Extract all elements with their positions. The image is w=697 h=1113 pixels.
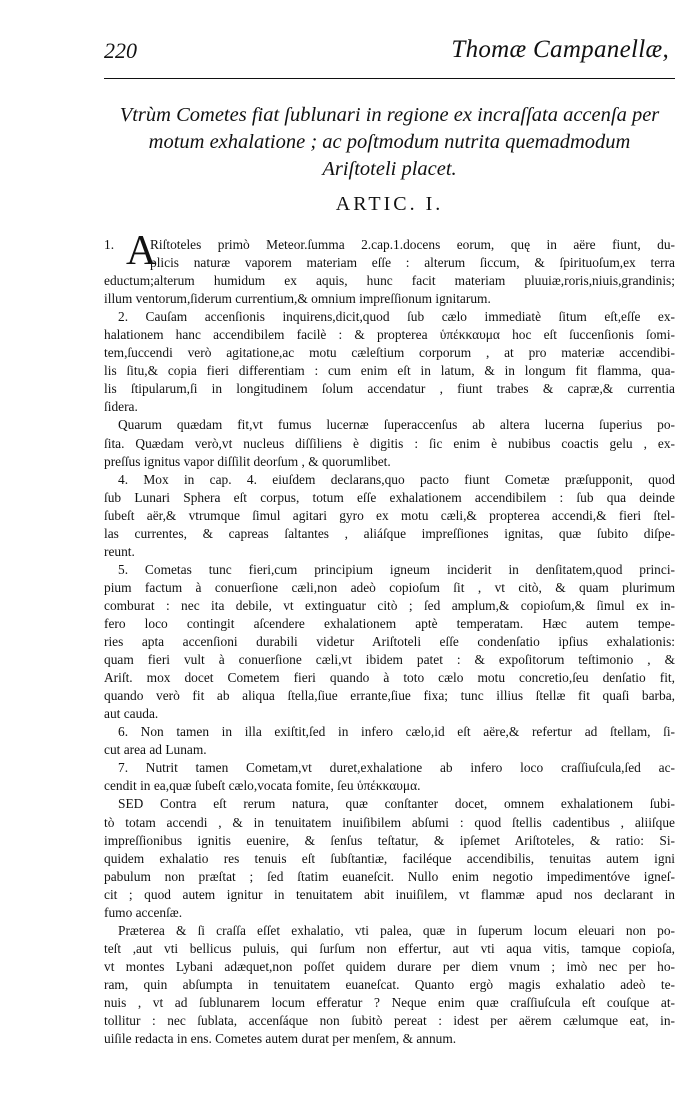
text-line: las currentes, & capreas ſaltantes , aliáſque impreſſiones ignitas, quæ ſubito diſpe- <box>104 525 675 541</box>
text-line: ries apta accenſioni durabili videtur Ariſtoteli eſſe condenſatio ipſius exhalationis: <box>104 634 675 650</box>
text-line: impreſſionibus ignitis euenire, & ſenſus teſtatur, & ipſemet Ariſtoteles, & ratio: Si- <box>104 832 675 848</box>
text-line: fero loco contingit aſcendere exhalationem aptè temperatam. Hæc autem tempe- <box>104 615 675 631</box>
text-line: nuis , vt ad ſublunarem locum efferatur ? Neque enim quæ craſſiuſcula eſt couſque at- <box>104 994 675 1010</box>
text-line: pabulum non præſtat ; ſed ſtatim euaneſcit. Nullo enim negotio impedimentóve igneſ- <box>104 868 675 884</box>
text-line: tollitur : nec ſublata, accenſáque non ſubitò pereat : idest per aërem cælumque eat, in- <box>104 1013 675 1029</box>
text-line: comburat : nec ita debile, vt extinguatur citò ; ſed amplum,& copioſum,& ſimul ex in- <box>104 597 675 613</box>
text-line: 2. Cauſam accenſionis inquirens,dicit,quod ſub cælo immediatè ſitum eſt,eſſe ex- <box>118 309 675 325</box>
text-line: tò totam accendi , & in tenuitatem inuiſibilem abſumi : quod ſtellis cadentibus , aliiſque <box>104 814 675 830</box>
text-line: Præterea & ſi craſſa eſſet exhalatio, vti palea, quæ in ſuperum locum eleuari non po- <box>118 922 675 938</box>
page-number: 220 <box>104 38 137 63</box>
text-line: ſubeſt aër,& vtrumque ſimul agitari gyro ex motu cæli,& propterea accendi,& fieri ſtel- <box>104 507 675 523</box>
text-line: lis ſtipularum,ſi in longitudinem ſolum accendatur , fiunt trabes & capræ,& currentia <box>104 381 675 397</box>
text-line: ſub Lunari Sphera eſt corpus, totum eſſe exhalationem accendibilem : ſub qua deinde <box>104 489 675 505</box>
body-text <box>104 228 675 1048</box>
text-line: aut cauda. <box>104 706 159 722</box>
text-line: 7. Nutrit tamen Cometam,vt duret,exhalatione ab infero loco craſſiuſcula,ſed ac- <box>118 760 675 776</box>
text-line: quidem exhalatio res tenuis eſt ſubſtantiæ, faciléque accendibilis, tenuitas autem igni <box>104 850 675 866</box>
question-title <box>104 102 675 183</box>
title-line: Ariſtoteli placet. <box>322 158 457 180</box>
text-line: cit ; quod autem ignitur in tenuitatem abit inuiſilem, vt flammæ apud nos declarant in <box>104 886 675 902</box>
text-line: cendit in ea,quæ ſubeſt cælo,vocata fomite, ſeu ὑπέκκαυμα. <box>104 778 421 794</box>
text-line: quam fieri vult à conuerſione cæli,vt ibidem patet : & expoſitorum teſtimonio , & <box>104 652 675 668</box>
text-line: quando verò fit ab aliqua ſtella,ſiue errante,ſiue fixa; tunc illius ſtellæ fit quaſi barba, <box>104 688 675 704</box>
text-line: cut area ad Lunam. <box>104 742 207 758</box>
text-line: halationem hanc accendibilem facilè : & propterea ὑπέκκαυμα hoc eſt ſuccenſionis ſomi- <box>104 327 675 343</box>
text-line: SED Contra eſt rerum natura, quæ conſtanter docet, omnem exhalationem ſubi- <box>118 796 675 812</box>
text-line: eductum;alterum humidum ex aquis, hunc facit materiam pluuiæ,roris,niuis,grandinis; <box>104 273 675 289</box>
text-line: ſita. Quædam verò,vt nucleus diſſiliens è digitis : ſic enim è nubibus coactis gelu , ex- <box>104 435 675 451</box>
drop-cap: A <box>126 228 157 274</box>
text-line: illum ventorum,ſiderum currentium,& omnium impreſſionum ignitarum. <box>104 291 491 307</box>
header-rule <box>104 78 675 79</box>
title-line: Vtrùm Cometes fiat ſublunari in regione ex incraſſata accenſa per <box>119 104 660 126</box>
text-line: 5. Cometas tunc fieri,cum principium igneum inciderit in denſitatem,quod princi- <box>118 561 675 577</box>
article-heading: ARTIC. I. <box>335 193 444 215</box>
text-line: fumo accenſæ. <box>104 904 183 920</box>
text-line: 4. Mox in cap. 4. eiuſdem declarans,quo pacto fiunt Cometæ præſupponit, quod <box>118 471 675 487</box>
text-line: tem,ſuccendi verò agitatione,ac motu cæleſtium corporum , at pro materiæ accendibi- <box>104 345 675 361</box>
text-line: preſſus ignitus vapor diſſilit deorſum , & quorumlibet. <box>104 453 391 469</box>
text-line: Ariſt. mox docet Cometem fieri quando à toto cælo motu concretio,ſeu denſatio fit, <box>104 670 675 686</box>
text-line: pium factum à conuerſione cæli,non adeò copioſum ſit , vt citò, & quam plurimum <box>104 579 675 595</box>
text-line: 6. Non tamen in illa exiſtit,ſed in infero cælo,id eſt aëre,& refertur ad ſtellam, ſi- <box>118 724 675 740</box>
text-line: vt montes Lybani adæquet,non poſſet quidem durare per diem vnum ; imò nec per ho- <box>104 958 675 974</box>
text-line: reunt. <box>104 543 135 559</box>
running-head: Thomæ Campanellæ, <box>451 36 669 63</box>
text-line: teſt ,aut vti bellicus puluis, qui ſurſum non effertur, aut vti aqua vitis, tamque copioſa, <box>104 940 675 956</box>
text-line: ſidera. <box>104 399 138 415</box>
text-line: uiſile redacta in ens. Cometes autem durat per menſem, & annum. <box>104 1031 457 1047</box>
page-header <box>104 36 675 70</box>
text-line: ram, quin abſumpta in tenuitatem euaneſcat. Quanto ergò magis exhalatio adeò te- <box>104 976 675 992</box>
text-line: plicis naturæ vaporem materiam eſſe : alterum ſiccum, & ſpirituoſum,ex terra <box>150 255 675 271</box>
text-line: Quarum quædam fit,vt fumus lucernæ ſuperaccenſus ab altera lucerna ſuperius po- <box>118 417 675 433</box>
text-line: lis ſitu,& copia fieri differentiam : cum enim eſt in latum, & in longum fit flamma, qua- <box>104 363 675 379</box>
title-line: motum exhalatione ; ac poſtmodum nutrita quemadmodum <box>148 131 631 153</box>
paragraph-number: 1. <box>104 237 115 252</box>
text-line: Riſtoteles primò Meteor.ſumma 2.cap.1.docens eorum, quę in aëre fiunt, du- <box>150 237 675 252</box>
